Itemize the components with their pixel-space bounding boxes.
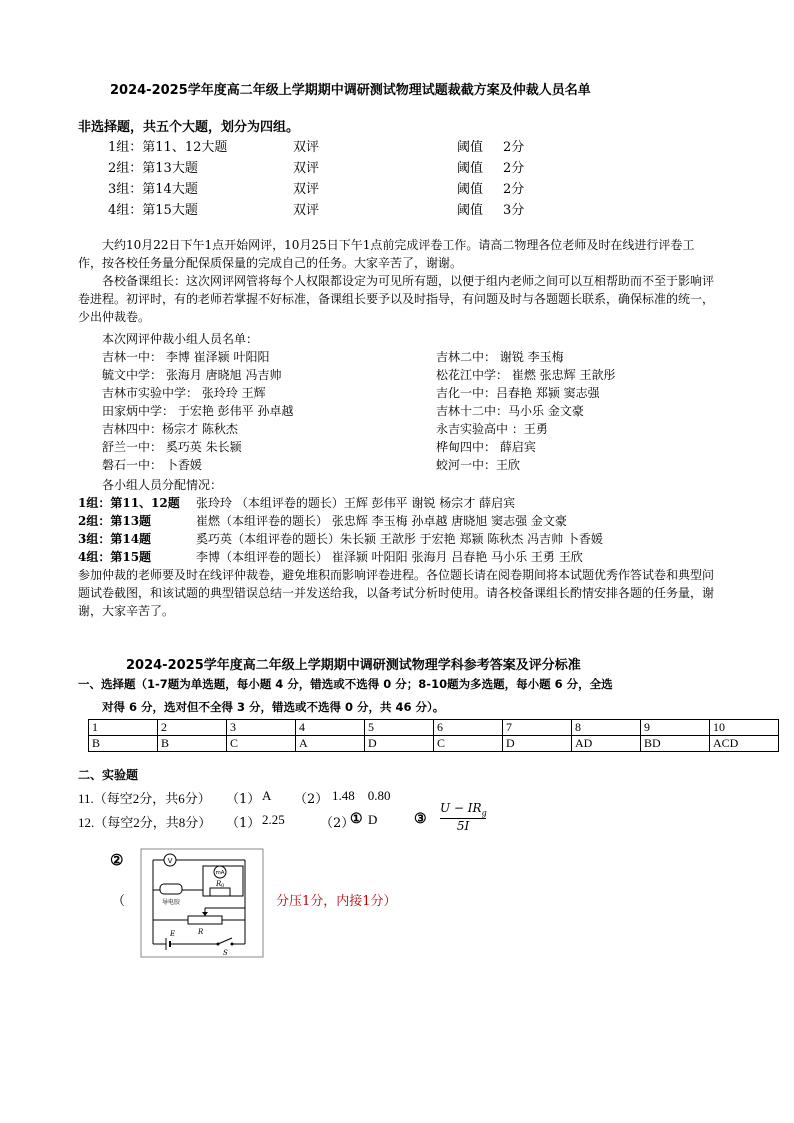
resistor-r0-icon bbox=[210, 888, 230, 896]
group-threshold: 2分 bbox=[503, 161, 525, 176]
q12-circle-2: ② bbox=[110, 851, 124, 869]
assignment-label: 4组：第15题 bbox=[78, 550, 152, 564]
group-threshold-label: 阈值 bbox=[457, 182, 484, 197]
q11-part2: （2） bbox=[294, 792, 329, 807]
answer-cell: A bbox=[296, 736, 365, 752]
question-number: 6 bbox=[434, 720, 503, 736]
circuit-label-r0: R bbox=[216, 880, 222, 888]
q12-answer2: D bbox=[368, 812, 378, 827]
question-number: 5 bbox=[365, 720, 434, 736]
arbitration-entry: 吉林一中： 李博 崔泽颍 叶阳阳 bbox=[102, 350, 270, 364]
assignment-members: 张玲玲 （本组评卷的题长）王辉 彭伟平 谢锐 杨宗才 薛启宾 bbox=[196, 496, 516, 510]
arbitration-entry: 桦甸四中： 薛启宾 bbox=[436, 440, 536, 454]
group-name: 2组：第13大题 bbox=[108, 161, 198, 176]
answer-cell: AD bbox=[572, 736, 641, 752]
answer-cell: B bbox=[89, 736, 158, 752]
group-mode: 双评 bbox=[293, 140, 320, 155]
answer-cell: B bbox=[158, 736, 227, 752]
table-row bbox=[89, 720, 779, 736]
assignment-members: 奚巧英（本组评卷的题长）朱长颍 王歆彤 于宏艳 郑颍 陈秋杰 冯吉帅 卜香媛 bbox=[196, 532, 603, 546]
question-number: 3 bbox=[227, 720, 296, 736]
question-number: 7 bbox=[503, 720, 572, 736]
assignment-label: 3组：第14题 bbox=[78, 532, 152, 546]
group-mode: 双评 bbox=[293, 203, 320, 218]
group-name: 4组：第15大题 bbox=[108, 203, 198, 218]
q11-answer2: 1.48 0.80 bbox=[332, 788, 391, 803]
question-number: 8 bbox=[572, 720, 641, 736]
circuit-label-v: V bbox=[167, 857, 173, 865]
q11-label: 11.（每空2分，共6分） bbox=[78, 791, 211, 806]
circuit-label-e: E bbox=[170, 930, 176, 938]
answer-cell: ACD bbox=[710, 736, 779, 752]
arbitration-entry: 永吉实验高中 ：王勇 bbox=[436, 422, 548, 436]
answer-cell: D bbox=[503, 736, 572, 752]
arbitration-entry: 吉林十二中：马小乐 金文豪 bbox=[436, 404, 584, 418]
scoring-note: 分压1分，内接1分） bbox=[276, 894, 397, 909]
q12-formula bbox=[440, 801, 486, 833]
q12-part1: （1） bbox=[226, 816, 261, 831]
title-answers: 2024-2025学年度高二年级上学期期中调研测试物理学科参考答案及评分标准 bbox=[126, 658, 581, 673]
group-threshold-label: 阈值 bbox=[457, 140, 484, 155]
question-number: 1 bbox=[89, 720, 158, 736]
title-arbitration: 2024-2025学年度高二年级上学期期中调研测试物理试题裁截方案及仲裁人员名单 bbox=[110, 83, 591, 98]
group-threshold-label: 阈值 bbox=[457, 161, 484, 176]
q12-circle-1: ① bbox=[350, 811, 363, 827]
arbitration-entry: 舒兰一中： 奚巧英 朱长颍 bbox=[102, 440, 242, 454]
formula-subscript: g bbox=[481, 808, 487, 818]
group-name: 3组：第14大题 bbox=[108, 182, 198, 197]
answer-table bbox=[88, 719, 779, 752]
group-name: 1组：第11、12大题 bbox=[108, 140, 228, 155]
instruction-paragraph: 各校备课组长：这次网评网管将每个人权限都设定为可见所有题，以便于组内老师之间可以互相帮助而不至于影响评卷进程。初评时，有的老师若掌握不好标准，备课组长要予以及时指导，有问题及时与各题题长联系，确保标准的统一，少出仲裁卷。 bbox=[78, 274, 715, 324]
q12-part2: （2） bbox=[320, 816, 355, 831]
assignment-title: 各小组人员分配情况： bbox=[102, 478, 223, 492]
q12-label: 12.（每空2分，共8分） bbox=[78, 815, 212, 830]
group-threshold: 2分 bbox=[503, 140, 525, 155]
formula-denominator: 5I bbox=[456, 819, 470, 834]
schedule-paragraph: 大约10月22日下午1点开始网评，10月25日下午1点前完成评卷工作。请高二物理各位老师及时在线进行评卷工作，按各校任务量分配保质保量的完成自己的任务。大家辛苦了，谢谢。 bbox=[78, 238, 695, 270]
assignment-members: 李博（本组评卷的题长） 崔泽颍 叶阳阳 张海月 吕春艳 马小乐 王勇 王欣 bbox=[196, 550, 583, 564]
assignment-members: 崔燃（本组评卷的题长） 张忠辉 李玉梅 孙卓越 唐晓旭 窦志强 金文豪 bbox=[196, 514, 567, 528]
arbitration-entry: 松花江中学： 崔燃 张忠辉 王歆彤 bbox=[436, 368, 616, 382]
assignment-label: 1组：第11、12题 bbox=[78, 496, 180, 510]
q12-answer1: 2.25 bbox=[262, 812, 285, 827]
arbitration-entry: 吉化一中：吕春艳 郑颍 窦志强 bbox=[436, 386, 600, 400]
note-open-paren: （ bbox=[112, 894, 126, 909]
intro-line: 非选择题，共五个大题，划分为四组。 bbox=[78, 120, 300, 135]
group-threshold: 3分 bbox=[503, 203, 525, 218]
answer-cell: BD bbox=[641, 736, 710, 752]
group-threshold: 2分 bbox=[503, 182, 525, 197]
arbitration-title: 本次网评仲裁小组人员名单： bbox=[102, 332, 259, 346]
circuit-svg bbox=[140, 848, 264, 958]
question-number: 10 bbox=[710, 720, 779, 736]
circuit-label-r0-sub: 0 bbox=[221, 883, 225, 889]
answer-cell: D bbox=[365, 736, 434, 752]
formula-numerator: U − IR bbox=[440, 801, 482, 815]
circuit-label-s: S bbox=[223, 949, 228, 957]
arbitration-entry: 吉林市实验中学： 张玲玲 王辉 bbox=[102, 386, 266, 400]
answer-cell: C bbox=[227, 736, 296, 752]
section1-heading: 一、选择题（1-7题为单选题，每小题 4 分，错选或不选得 0 分；8-10题为多选题，每小题 6 分，全选 bbox=[78, 677, 613, 691]
rheostat-icon bbox=[188, 916, 222, 924]
group-threshold-label: 阈值 bbox=[457, 203, 484, 218]
circuit-label-gel: 导电胶 bbox=[162, 899, 181, 906]
group-mode: 双评 bbox=[293, 161, 320, 176]
arbitration-entry: 吉林二中： 谢锐 李玉梅 bbox=[436, 350, 564, 364]
question-number: 4 bbox=[296, 720, 365, 736]
arbitration-entry: 吉林四中：杨宗才 陈秋杰 bbox=[102, 422, 238, 436]
circuit-diagram bbox=[140, 848, 264, 958]
q12-circle-3: ③ bbox=[414, 811, 427, 827]
group-mode: 双评 bbox=[293, 182, 320, 197]
conductive-gel-icon bbox=[160, 884, 182, 894]
arbitration-entry: 田家炳中学： 于宏艳 彭伟平 孙卓越 bbox=[102, 404, 294, 418]
question-number: 2 bbox=[158, 720, 227, 736]
arbitration-entry: 蛟河一中：王欣 bbox=[436, 458, 521, 472]
arbitration-entry: 磐石一中： 卜香媛 bbox=[102, 458, 202, 472]
section2-heading: 二、实验题 bbox=[78, 768, 139, 782]
answer-cell: C bbox=[434, 736, 503, 752]
section1-heading-cont: 对得 6 分，选对但不全得 3 分，错选或不选得 0 分，共 46 分）。 bbox=[102, 700, 445, 714]
closing-paragraph: 参加仲裁的老师要及时在线评仲裁卷，避免堆积而影响评卷进程。各位题长请在阅卷期间将本试题优秀作答试卷和典型问题试卷截图，和该试题的典型错误总结一并发送给我，以备考试分析时使用。请各校备课组长酌情安排各题的任务量，谢谢，大家辛苦了。 bbox=[78, 568, 715, 618]
assignment-label: 2组：第13题 bbox=[78, 514, 152, 528]
q11-answer1: A bbox=[262, 788, 272, 803]
question-number: 9 bbox=[641, 720, 710, 736]
circuit-label-r: R bbox=[198, 928, 204, 936]
table-row bbox=[89, 736, 779, 752]
arbitration-entry: 毓文中学： 张海月 唐晓旭 冯吉帅 bbox=[102, 368, 282, 382]
q11-part1: （1） bbox=[226, 792, 261, 807]
circuit-label-ma: mA bbox=[215, 870, 225, 876]
